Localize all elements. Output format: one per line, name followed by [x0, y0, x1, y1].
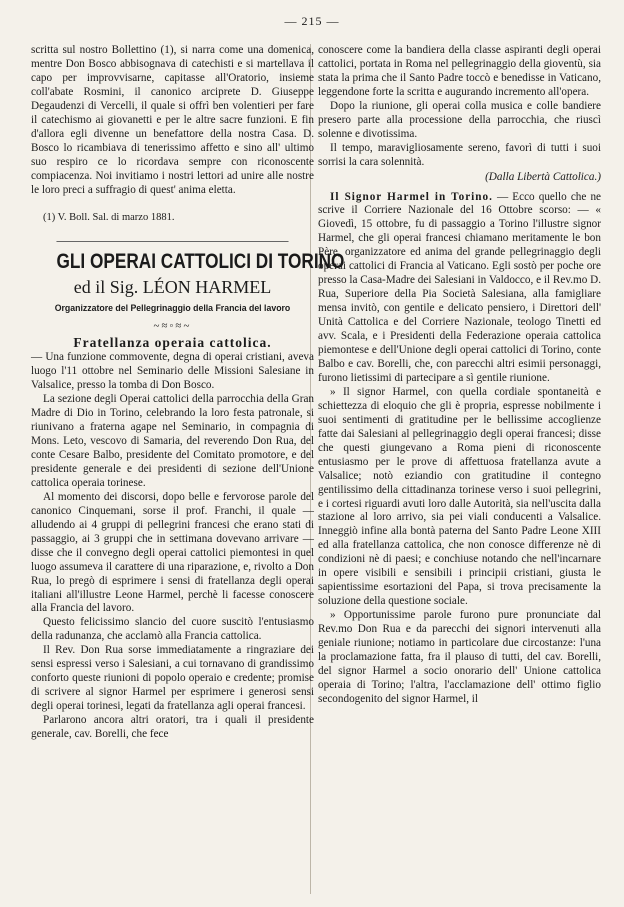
run-in-text: — Ecco quello che ne scrive il Corriere Nazionale del 16 Ottobre scorso: — « Giovedì, 15 ottobre, fu di passaggio a Torino l'illustre signor Harmel, che gli operai francesi chiamano meritamente le bon Père, organizzatore ed anima del grande pellegrinaggio degli operai cattolici di Francia al Vaticano. Egli sostò per poche ore presso la Casa-Madre dei Salesiani in Valdocco, e il Rev.mo D. Rua, Superiore della Pia Società Salesiana, alla famigliare mensa invitò, con gentile e delicato pensiero, i Direttori dell' Unità Cattolica e del Corriere Nazionale, teologo Tinetti ed avv. Scala, e i Presidenti della Federazione operaia cattolica piemontese e dell'Unione degli operai cattolici di Torino, conte Balbo e cav. Borelli, che, con parecchi altri esimii personaggi, furono lietissimi di partecipare a sì gentile riunione. — [318, 190, 602, 384]
article-paragraph: La sezione degli Operai cattolici della parrocchia della Gran Madre di Dio in Torino, celebrando la loro festa patronale, si riunivano a fraterna agape nel Seminario, in compagnia di Mons. Leto, vescovo di Samaria, del reverendo Don Rua, del conte Cesare Balbo, presidente del Comitato promotore, e del presidente generale e dei presidenti di sezione dell'Unione cattolica operaia torinese. — [31, 393, 314, 489]
article-paragraph: Al momento dei discorsi, dopo belle e fervorose parole del canonico Cinquemani, sorse il prof. Franchi, il quale — alludendo ai 4 gruppi di pellegrini francesi che erano stati di passaggio, ai 3 gruppi che in settimana dovevano arrivare — disse che il convegno degli operai cattolici piemontesi in quel luogo assumeva il carattere di una riparazione, e, rivolto a Don Rua, lo pregò di esprimere i sensi di fratellanza degli operai italiani all'illustre Leone Harmel, perchè li facesse conoscere alla Francia del lavoro. — [31, 490, 314, 615]
article-tagline: Organizzatore del Pellegrinaggio della Francia del lavoro — [54, 303, 291, 315]
ornament-divider: ~≈◦≈~ — [153, 320, 192, 333]
left-column — [31, 44, 345, 742]
harmel-paragraph — [318, 191, 601, 386]
intro-paragraph: scritta sul nostro Bollettino (1), si narra come una domenica, mentre Don Bosco abbisognava di catechisti e si martellava il capo per improvvisarne, capitasse all'Oratorio, insieme coll'abate Rosmini, il canonico arciprete D. Giuseppe Degaudenzi di Vercelli, il quale si offrì ben volentieri per fare il catechismo ai giovanetti e per le altre sacre funzioni. E fin d'allora egli divenne un benefattore della nostra Casa. D. Bosco lo ricambiava di tenerissimo affetto e sino all' ultimo suo respiro ce lo ricordava sempre con riconoscente compiacenza. Noi invitiamo i nostri lettori ad unire alle nostre le loro preci a suffragio di quest' anima eletta. — [31, 44, 314, 196]
page-number: — 215 — — [284, 14, 340, 28]
article-paragraph: — Una funzione commovente, degna di operai cristiani, aveva luogo l'11 ottobre nel Seminario delle Missioni Salesiane in Valsalice, presso la tomba di Don Bosco. — [31, 351, 314, 392]
article-subtitle: ed il Sig. LÉON HARMEL — [73, 277, 272, 298]
run-in-heading: Il Signor Harmel in Torino. — [330, 190, 493, 203]
article-paragraph: » Il signor Harmel, con quella cordiale spontaneità e schiettezza di eloquio che gli è propria, espresse nobilmente i suoi sentimenti di gratitudine per le bellissime accoglienze fatte dai Salesiani al pellegrinaggio degli operai francesi; disse che questi giungevano a Roma pieni di riconoscente entusiasmo per le prove di affettuosa fratellanza avute a Valsalice; notò eziandio con gratitudine il contegno gentilissimo della cittadinanza torinese verso i suoi pellegrini, e i cortesi riguardi avuti loro dalle Autorità, sia nell'uscita dalla stazione al loro arrivo, sia pei viali conducenti a Valsalice. Inneggiò infine alla bontà paterna del Santo Padre Leone XIII ed alla fratellanza cattolica, che non conosce differenze nè di condizioni nè di paesi; e conchiuse notando che nell'incarnare in opere visibili e sensibili i principii cristiani, giusta le sapientissime esortazioni del Papa, si trova precisamente la soluzione della questione sociale. — [318, 385, 601, 608]
article-paragraph: Il Rev. Don Rua sorse immediatamente a ringraziare dei sensi espressi verso i Salesiani, a cui tornavano di grandissimo conforto queste riunioni di popolo operaio e credente; promise di scrivere al signor Harmel per esprimere i generosi sensi degli operai torinesi, legati da fratellanza agli operai francesi. — [31, 644, 314, 713]
article-paragraph: conoscere come la bandiera della classe aspiranti degli operai cattolici, portata in Roma nel pellegrinaggio della gioventù, sia stata la prima che il Santo Padre toccò e benedisse in Vaticano, leggendone forte la scritta e augurando incremento all'opera. — [318, 44, 601, 98]
source-signature: (Dalla Libertà Cattolica.) — [485, 170, 601, 183]
article-paragraph: » Opportunissime parole furono pure pronunciate dal Rev.mo Don Rua e da parecchi dei signori intervenuti alla geniale riunione; notiamo in particolare due circostanze: l'una la proclamazione fatta, fra il plauso di tutti, del cav. Borelli, del signor Harmel a socio onorario dell' Unione cattolica operaia di Torino; l'altra, l'acclamazione dell' ottimo figlio secondogenito del signor Harmel, il — [318, 609, 601, 705]
article-paragraph: Dopo la riunione, gli operai colla musica e colle bandiere presero parte alla processione della parrocchia, che riuscì solenne e divotissima. — [318, 99, 601, 140]
article-paragraph: Il tempo, maravigliosamente sereno, favorì di tutti i suoi sorrisi la cara solennità. — [318, 141, 601, 168]
article-title: GLI OPERAI CATTOLICI DI TORINO — [56, 241, 288, 274]
right-column — [318, 44, 601, 707]
footnote: (1) V. Boll. Sal. di marzo 1881. — [43, 212, 175, 224]
section-heading: Fratellanza operaia cattolica. — [73, 335, 272, 351]
article-paragraph: Questo felicissimo slancio del cuore suscitò l'entusiasmo della radunanza, che acclamò alla Francia cattolica. — [31, 616, 314, 643]
article-paragraph: Parlarono ancora altri oratori, tra i quali il presidente generale, cav. Borelli, che fece — [31, 714, 314, 741]
